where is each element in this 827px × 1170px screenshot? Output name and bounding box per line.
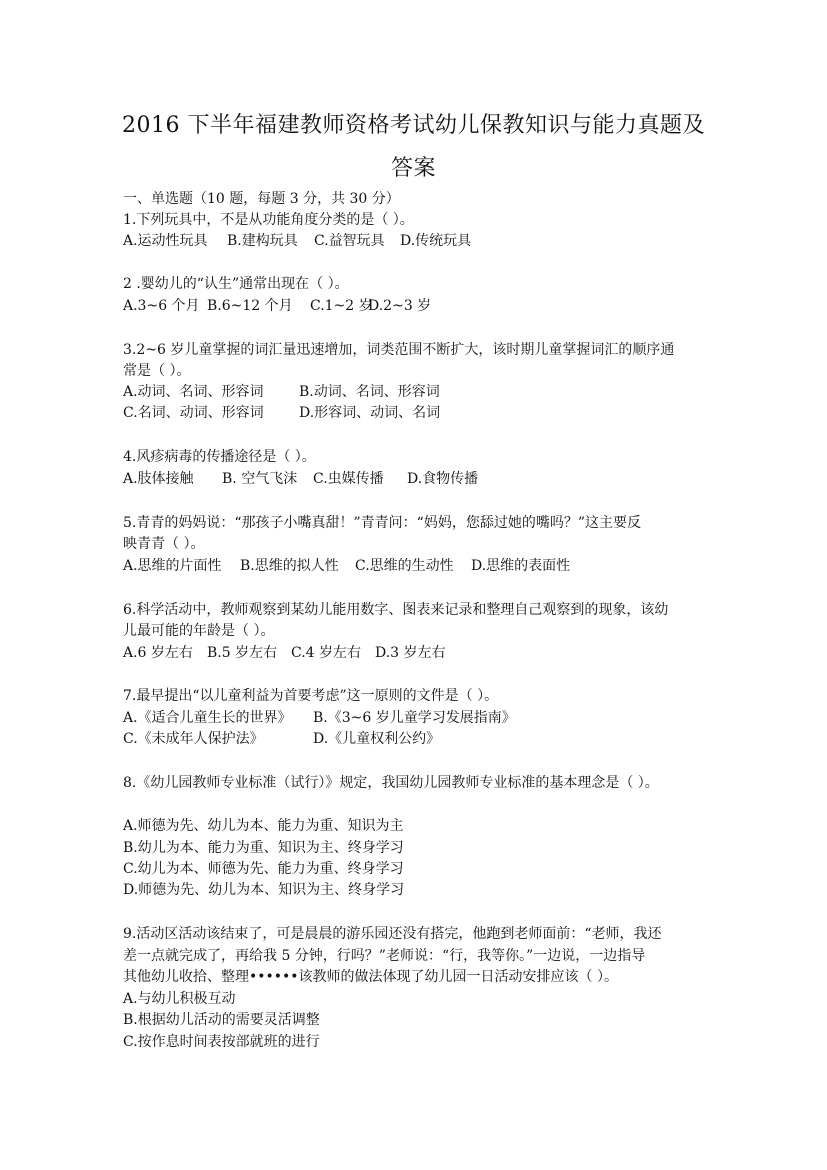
question-8-stem: 8.《幼儿园教师专业标准（试行）》规定，我国幼儿园教师专业标准的基本理念是（ ）。 xyxy=(123,775,659,791)
question-6-stem-line-1: 6.科学活动中，教师观察到某幼儿能用数字、图表来记录和整理自己观察到的现象，该幼 xyxy=(123,602,669,618)
option-d: D.《儿童权利公约》 xyxy=(313,731,441,747)
question-7-stem: 7.最早提出“以儿童利益为首要考虑”这一原则的文件是（ ）。 xyxy=(123,688,499,704)
document-title-line-2: 答案 xyxy=(390,156,436,181)
option-c: C.益智玩具 xyxy=(314,233,385,249)
option-d: D.思维的表面性 xyxy=(471,558,571,574)
question-8-option-d: D.师德为先、幼儿为本、知识为主、终身学习 xyxy=(123,882,405,898)
option-b: B.建构玩具 xyxy=(227,233,298,249)
option-a: A.《适合儿童生长的世界》 xyxy=(123,710,292,726)
question-2-stem: 2 .婴幼儿的“认生”通常出现在（ ）。 xyxy=(123,276,349,292)
option-b: B. 空气飞沫 xyxy=(222,471,298,487)
option-b: B.5 岁左右 xyxy=(207,645,278,661)
option-c: C.名词、动词、形容词 xyxy=(123,405,264,421)
option-a: A.思维的片面性 xyxy=(123,558,222,574)
question-9-stem-line-1: 9.活动区活动该结束了，可是晨晨的游乐园还没有搭完，他跑到老师面前：“老师，我还 xyxy=(123,926,662,942)
option-b: B.动词、名词、形容词 xyxy=(299,384,440,400)
question-9-stem-line-3: 其他幼儿收拾、整理••••••该教师的做法体现了幼儿园一日活动安排应该（ ）。 xyxy=(123,969,618,985)
option-d: D.传统玩具 xyxy=(400,233,472,249)
question-4-stem: 4.风疹病毒的传播途径是（ ）。 xyxy=(123,449,316,465)
question-9-option-b: B.根据幼儿活动的需要灵活调整 xyxy=(123,1012,320,1028)
option-c: C.1~2 岁 xyxy=(310,298,373,314)
question-8-option-b: B.幼儿为本、能力为重、知识为主、终身学习 xyxy=(123,840,404,856)
question-9-stem-line-2: 差一点就完成了，再给我 5 分钟，行吗？”老师说：“行，我等你。”一边说，一边指导 xyxy=(123,948,646,964)
option-a: A.运动性玩具 xyxy=(123,233,208,249)
question-3-stem-line-1: 3.2~6 岁儿童掌握的词汇量迅速增加，词类范围不断扩大，该时期儿童掌握词汇的顺序通 xyxy=(123,342,675,358)
question-9-option-c: C.按作息时间表按部就班的进行 xyxy=(123,1034,320,1050)
question-5-stem-line-1: 5.青青的妈妈说：“那孩子小嘴真甜！”青青问：“妈妈，您舔过她的嘴吗？”这主要反 xyxy=(123,515,641,531)
question-8-option-a: A.师德为先、幼儿为本、能力为重、知识为主 xyxy=(123,818,404,834)
document-title-line-1: 2016 下半年福建教师资格考试幼儿保教知识与能力真题及 xyxy=(122,113,705,138)
option-c: C.思维的生动性 xyxy=(355,558,454,574)
option-a: A.3~6 个月 xyxy=(123,298,200,314)
option-b: B.《3~6 岁儿童学习发展指南》 xyxy=(313,710,516,726)
option-a: A.动词、名词、形容词 xyxy=(123,384,264,400)
option-c: C.4 岁左右 xyxy=(291,645,362,661)
option-a: A.6 岁左右 xyxy=(123,645,193,661)
question-3-stem-line-2: 常是（ ）。 xyxy=(123,363,191,379)
option-b: B.思维的拟人性 xyxy=(240,558,339,574)
option-a: A.肢体接触 xyxy=(123,471,194,487)
option-c: C.《未成年人保护法》 xyxy=(123,731,264,747)
question-8-option-c: C.幼儿为本、师德为先、能力为重、终身学习 xyxy=(123,861,404,877)
question-1-stem: 1.下列玩具中，不是从功能角度分类的是（ ）。 xyxy=(123,212,414,228)
option-c: C.虫媒传播 xyxy=(313,471,384,487)
section-heading: 一、单选题（10 题，每题 3 分，共 30 分） xyxy=(123,191,400,207)
question-9-option-a: A.与幼儿积极互动 xyxy=(123,991,236,1007)
option-d: D.形容词、动词、名词 xyxy=(299,405,441,421)
option-b: B.6~12 个月 xyxy=(207,298,293,314)
option-d: D.2~3 岁 xyxy=(368,298,432,314)
option-d: D.3 岁左右 xyxy=(375,645,446,661)
question-6-stem-line-2: 儿最可能的年龄是（ ）。 xyxy=(123,623,275,639)
question-5-stem-line-2: 映青青（ ）。 xyxy=(123,536,205,552)
option-d: D.食物传播 xyxy=(407,471,479,487)
